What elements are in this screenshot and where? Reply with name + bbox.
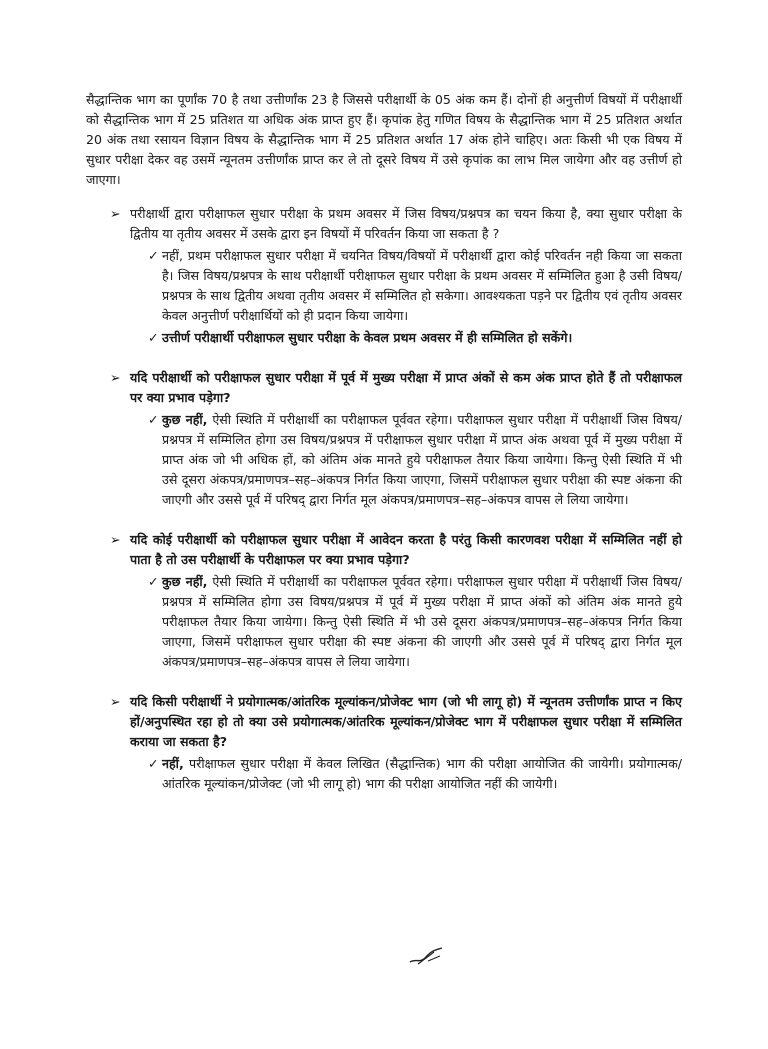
intro-paragraph: सैद्धान्तिक भाग का पूर्णांक 70 है तथा उत्तीर्णांक 23 है जिससे परीक्षार्थी के 05 अंक कम हैं। दोनों ही अनुत्तीर्ण विषयों में परीक्षार्थी को सैद्धान्तिक भाग में 25 प्रतिशत या अधिक अंक प्राप्त हुए हैं। कृपांक हेतु गणित विषय के सैद्धान्तिक भाग में 25 प्रतिशत अर्थात 20 अंक तथा रसायन विज्ञान विषय के सैद्धान्तिक भाग में 25 प्रतिशत अर्थात 17 अंक होने चाहिए। अतः किसी भी एक विषय में सुधार परीक्षा देकर वह उसमें न्यूनतम उत्तीर्णांक प्राप्त कर ले तो दूसरे विषय में उसे कृपांक का लाभ मिल जायेगा और वह उत्तीर्ण हो जाएगा।	[86, 92, 682, 187]
answer-text	[162, 572, 682, 672]
check-mark-icon: ✓	[148, 574, 159, 589]
answer-2-1	[148, 410, 682, 510]
arrow-bullet-icon: ➢	[110, 206, 121, 221]
answer-lead: नहीं,	[162, 756, 184, 771]
answer-1-1	[148, 246, 682, 326]
answer-body: ऐसी स्थिति में परीक्षार्थी का परीक्षाफल पूर्ववत रहेगा। परीक्षाफल सुधार परीक्षा में परीक्षार्थी जिस विषय/प्रश्नपत्र में सम्मिलित होगा उस विषय/प्रश्नपत्र में परीक्षाफल सुधार परीक्षा में प्राप्त अंक अथवा पूर्व में मुख्य परीक्षा में प्राप्त अंक जो भी अधिक हों, को अंतिम अंक मानते हुये परीक्षाफल तैयार किया जायेगा। किन्तु ऐसी स्थिति में भी उसे दूसरा अंकपत्र/प्रमाणपत्र–सह–अंकपत्र निर्गत किया जाएगा, जिसमें परीक्षाफल सुधार परीक्षा की स्पष्ट अंकना की जाएगी और उससे पूर्व में परिषद् द्वारा निर्गत मूल अंकपत्र/प्रमाणपत्र–सह–अंकपत्र वापस ले लिया जायेगा।	[162, 412, 683, 507]
answer-lead: कुछ नहीं,	[162, 412, 208, 427]
check-mark-icon: ✓	[148, 412, 159, 427]
answer-3-1	[148, 572, 682, 672]
answer-text	[162, 410, 682, 510]
arrow-bullet-icon: ➢	[110, 694, 121, 709]
question-text: यदि परीक्षार्थी को परीक्षाफल सुधार परीक्षा में पूर्व में मुख्य परीक्षा में प्राप्त अंकों से कम अंक प्राप्त होते हैं तो परीक्षाफल पर क्या प्रभाव पड़ेगा?	[130, 370, 682, 405]
question-text: यदि किसी परीक्षार्थी ने प्रयोगात्मक/आंतरिक मूल्यांकन/प्रोजेक्ट भाग (जो भी लागू हो) में न्यूनतम उत्तीर्णांक प्राप्त न किए हों/अनुपस्थित रहा हो तो क्या उसे प्रयोगात्मक/आंतरिक मूल्यांकन/प्रोजेक्ट भाग में परीक्षाफल सुधार परीक्षा में सम्मिलित कराया जा सकता है?	[130, 694, 682, 749]
answer-lead: कुछ नहीं,	[162, 574, 208, 589]
check-mark-icon: ✓	[148, 248, 159, 263]
answer-body: ऐसी स्थिति में परीक्षार्थी का परीक्षाफल पूर्ववत रहेगा। परीक्षाफल सुधार परीक्षा में परीक्षार्थी जिस विषय/प्रश्नपत्र में सम्मिलित होगा उस विषय/प्रश्नपत्र में पूर्व में मुख्य परीक्षा में प्राप्त अंकों को अंतिम अंक मानते हुये परीक्षाफल तैयार किया जायेगा। किन्तु ऐसी स्थिति में भी उसे दूसरा अंकपत्र/प्रमाणपत्र–सह–अंकपत्र निर्गत किया जाएगा, जिसमें परीक्षाफल सुधार परीक्षा की स्पष्ट अंकना की जाएगी और उससे पूर्व में परिषद् द्वारा निर्गत मूल अंकपत्र/प्रमाणपत्र–सह–अंकपत्र वापस ले लिया जायेगा।	[162, 574, 683, 669]
question-3	[110, 530, 682, 570]
answer-body: परीक्षाफल सुधार परीक्षा में केवल लिखित (सैद्धान्तिक) भाग की परीक्षा आयोजित की जायेगी। प्रयोगात्मक/आंतरिक मूल्यांकन/प्रोजेक्ट (जो भी लागू हो) भाग की परीक्षा आयोजित नहीं की जायेगी।	[162, 756, 682, 791]
arrow-bullet-icon: ➢	[110, 532, 121, 547]
qa-item-2	[86, 368, 682, 510]
check-mark-icon: ✓	[148, 756, 159, 771]
answer-text	[162, 754, 682, 794]
question-2	[110, 368, 682, 408]
signature-mark	[408, 944, 444, 968]
qa-item-4	[86, 692, 682, 794]
check-mark-icon: ✓	[148, 330, 159, 345]
question-1	[110, 204, 682, 244]
qa-item-1	[86, 204, 682, 348]
answer-text: नहीं, प्रथम परीक्षाफल सुधार परीक्षा में चयनित विषय/विषयों में परीक्षार्थी द्वारा कोई परिवर्तन नही किया जा सकता है। जिस विषय/प्रश्नपत्र के साथ परीक्षार्थी परीक्षाफल सुधार परीक्षा के प्रथम अवसर में सम्मिलित हुआ है उसी विषय/प्रश्नपत्र के साथ द्वितीय अथवा तृतीय अवसर में सम्मिलित हो सकेगा। आवश्यकता पड़ने पर द्वितीय एवं तृतीय अवसर केवल अनुत्तीर्ण परीक्षार्थियों को ही प्रदान किया जायेगा।	[162, 248, 682, 323]
arrow-bullet-icon: ➢	[110, 370, 121, 385]
answer-1-2	[148, 328, 682, 348]
question-4	[110, 692, 682, 752]
answer-text: उत्तीर्ण परीक्षार्थी परीक्षाफल सुधार परीक्षा के केवल प्रथम अवसर में ही सम्मिलित हो सकेंगे।	[162, 330, 573, 345]
question-text: परीक्षार्थी द्वारा परीक्षाफल सुधार परीक्षा के प्रथम अवसर में जिस विषय/प्रश्नपत्र का चयन किया है, क्या सुधार परीक्षा के द्वितीय या तृतीय अवसर में उसके द्वारा इन विषयों में परिवर्तन किया जा सकता है ?	[130, 206, 682, 241]
question-text: यदि कोई परीक्षार्थी को परीक्षाफल सुधार परीक्षा में आवेदन करता है परंतु किसी कारणवश परीक्षा में सम्मिलित नहीं हो पाता है तो उस परीक्षार्थी के परीक्षाफल पर क्या प्रभाव पड़ेगा?	[130, 532, 682, 567]
answer-4-1	[148, 754, 682, 794]
qa-item-3	[86, 530, 682, 672]
